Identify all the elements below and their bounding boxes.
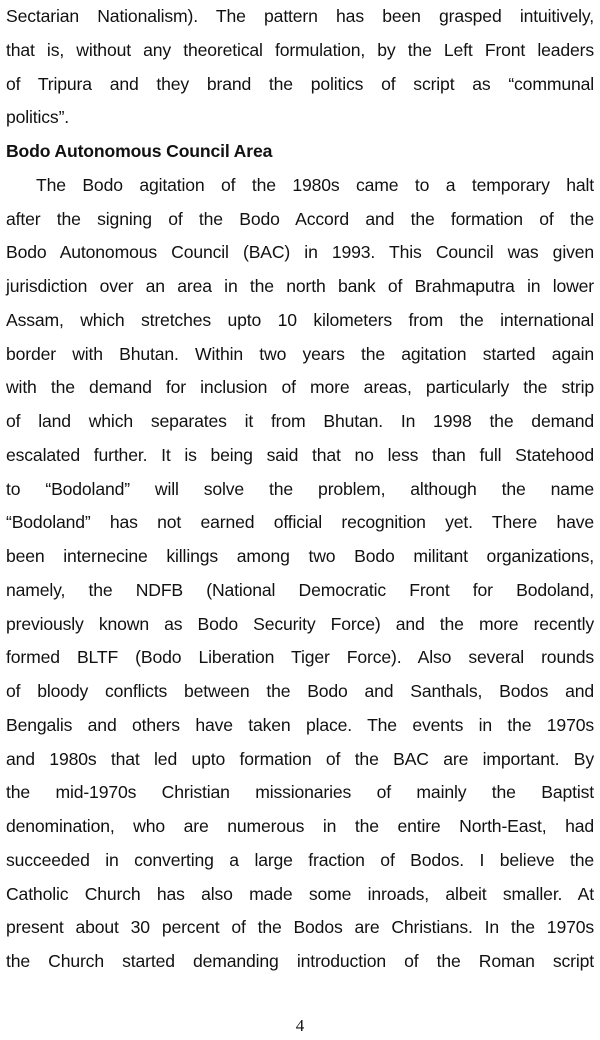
body-text [6, 0, 594, 979]
page-number: 4 [295, 1016, 305, 1035]
text-line: jurisdiction over an area in the north bank of Brahmaputra in lower [6, 276, 594, 296]
text-line: after the signing of the Bodo Accord and the formation of the [6, 208, 594, 229]
text-line: that is, without any theoretical formulation, by the Left Front leaders [6, 39, 594, 60]
text-line: The Bodo agitation of the 1980s came to a temporary halt [36, 174, 594, 195]
text-line: succeeded in converting a large fraction of Bodos. I believe the [6, 849, 594, 870]
text-line: Sectarian Nationalism). The pattern has been grasped intuitively, [6, 6, 594, 26]
text-line: Bodo Autonomous Council (BAC) in 1993. This Council was given [6, 242, 594, 263]
text-line: escalated further. It is being said that no less than full Statehood [6, 444, 594, 465]
text-line: of Tripura and they brand the politics of script as “communal [6, 73, 594, 94]
text-line: present about 30 percent of the Bodos are Christians. In the 1970s [6, 917, 594, 938]
text-line: the Church started demanding introduction of the Roman script [6, 951, 594, 971]
text-line: formed BLTF (Bodo Liberation Tiger Force). Also several rounds [6, 647, 594, 668]
text-line: “Bodoland” has not earned official recognition yet. There have [6, 512, 594, 533]
text-line: been internecine killings among two Bodo militant organizations, [6, 546, 594, 566]
text-line: the mid-1970s Christian missionaries of mainly the Baptist [6, 782, 594, 803]
text-line: to “Bodoland” will solve the problem, although the name [6, 478, 594, 499]
text-line: previously known as Bodo Security Force) and the more recently [6, 613, 594, 634]
text-line: border with Bhutan. Within two years the agitation started again [6, 343, 594, 364]
text-line: politics”. [6, 107, 70, 128]
section-heading: Bodo Autonomous Council Area [6, 141, 273, 161]
text-line: Bengalis and others have taken place. The events in the 1970s [6, 714, 594, 735]
text-line: denomination, who are numerous in the entire North-East, had [6, 816, 594, 836]
text-line: of land which separates it from Bhutan. In 1998 the demand [6, 411, 594, 431]
text-line: and 1980s that led upto formation of the BAC are important. By [6, 748, 594, 769]
text-line: Assam, which stretches upto 10 kilometers from the international [6, 309, 594, 330]
text-line: of bloody conflicts between the Bodo and Santhals, Bodos and [6, 681, 594, 701]
text-line: with the demand for inclusion of more areas, particularly the strip [6, 377, 594, 398]
text-line: Catholic Church has also made some inroads, albeit smaller. At [6, 883, 594, 904]
text-line: namely, the NDFB (National Democratic Front for Bodoland, [6, 579, 594, 600]
